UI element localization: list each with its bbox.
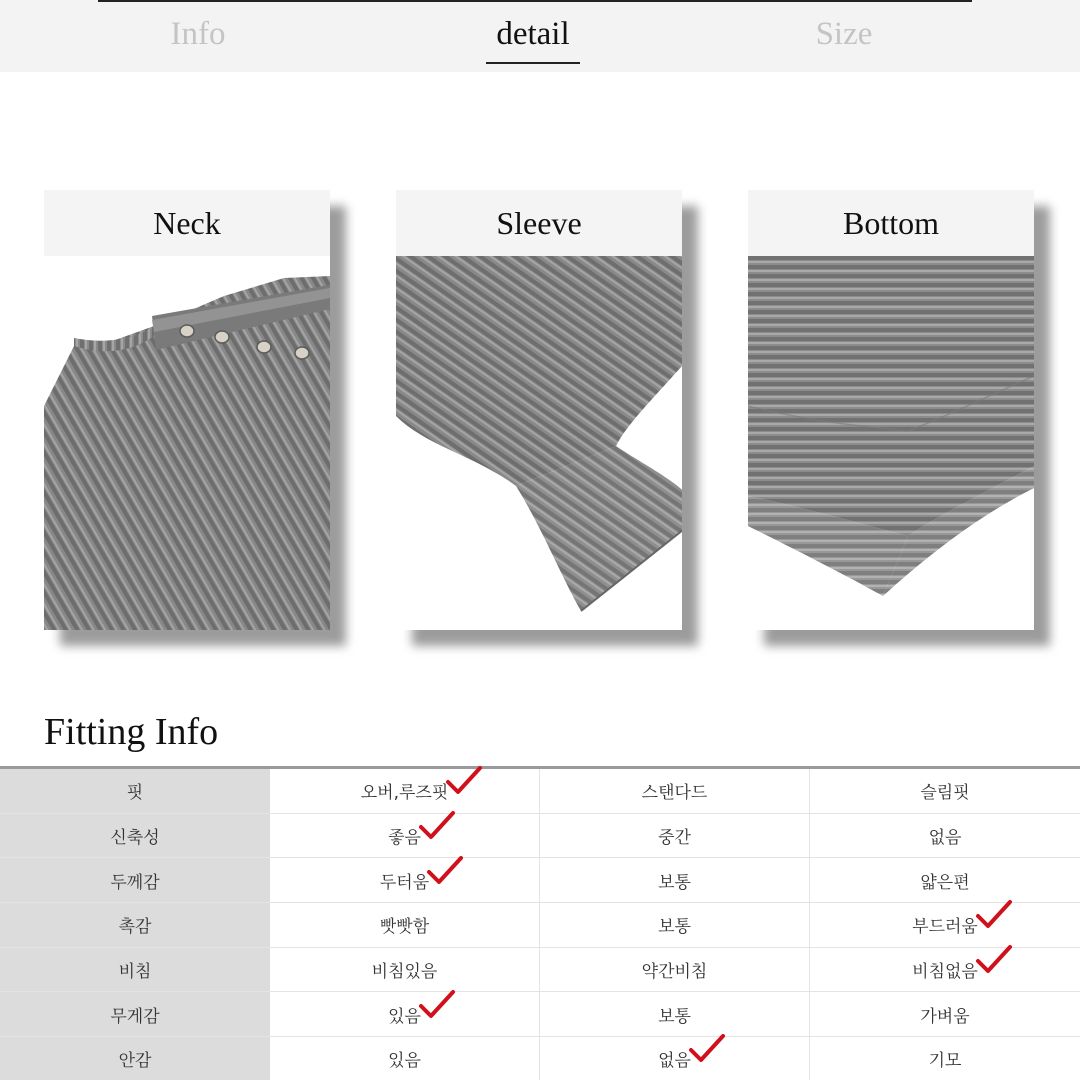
fitting-option-text <box>920 778 969 803</box>
fitting-option-label: 보통 <box>658 872 691 893</box>
fitting-option-label: 없음 <box>928 828 962 849</box>
check-icon <box>417 809 457 843</box>
fitting-info-table <box>0 766 1080 1080</box>
fitting-option <box>810 1037 1080 1080</box>
tab-detail[interactable]: detail <box>496 16 570 52</box>
fitting-option-label: 중간 <box>658 828 691 849</box>
detail-card-title: Bottom <box>748 190 1034 256</box>
sleeve-detail-photo <box>396 256 682 630</box>
fitting-option-text <box>372 957 438 982</box>
neck-detail-photo <box>44 256 330 630</box>
fitting-option-text <box>920 1002 969 1027</box>
fitting-option-text <box>642 778 708 803</box>
fitting-option <box>810 992 1080 1036</box>
fitting-row-label: 두께감 <box>0 858 270 902</box>
check-icon <box>444 764 484 798</box>
fitting-option-label: 좋음 <box>388 828 421 849</box>
fitting-option-text <box>912 912 978 937</box>
fitting-option-text <box>658 1046 691 1071</box>
fitting-option-label: 비침없음 <box>912 962 978 983</box>
fitting-option-label: 약간비침 <box>641 962 708 983</box>
check-icon <box>425 854 465 888</box>
fitting-option <box>540 948 810 992</box>
fitting-option-text <box>361 778 449 803</box>
fitting-option-label: 보통 <box>658 1006 691 1027</box>
fitting-option-text <box>912 957 978 982</box>
card-body <box>396 190 682 630</box>
card-body <box>748 190 1034 630</box>
fitting-option <box>270 814 540 858</box>
card-body <box>44 190 330 630</box>
fitting-option <box>270 903 540 947</box>
fitting-option <box>810 769 1080 813</box>
fitting-row <box>0 858 1080 903</box>
check-icon <box>974 898 1014 932</box>
fitting-row-label: 촉감 <box>0 903 270 947</box>
fitting-option <box>540 814 810 858</box>
fitting-option-text <box>388 823 421 848</box>
fitting-option <box>270 1037 540 1080</box>
fitting-option <box>540 858 810 902</box>
fitting-option-text <box>929 1046 962 1071</box>
fitting-option-label: 부드러움 <box>912 917 978 938</box>
fitting-option-text <box>920 868 969 893</box>
fitting-row-label: 핏 <box>0 769 270 813</box>
check-icon <box>974 943 1014 977</box>
fitting-row-label: 안감 <box>0 1037 270 1080</box>
fitting-option-label: 있음 <box>388 1006 421 1027</box>
fitting-option-text <box>388 1046 421 1071</box>
fitting-option <box>810 858 1080 902</box>
top-divider <box>98 0 972 2</box>
active-tab-indicator <box>486 62 580 64</box>
fitting-row-label: 신축성 <box>0 814 270 858</box>
detail-card-bottom <box>748 190 1034 630</box>
tab-bar <box>0 0 1080 72</box>
tab-info[interactable]: Info <box>170 16 226 52</box>
fitting-option-label: 얇은편 <box>920 872 970 893</box>
fitting-option-text <box>929 823 962 848</box>
detail-card-title: Neck <box>44 190 330 256</box>
fitting-row <box>0 769 1080 814</box>
fitting-option-label: 슬림핏 <box>920 783 970 804</box>
fitting-row <box>0 992 1080 1037</box>
fitting-option <box>270 858 540 902</box>
fitting-option-text <box>658 1002 691 1027</box>
fitting-option-text <box>380 912 429 937</box>
fitting-option-text <box>658 912 691 937</box>
fitting-option <box>810 903 1080 947</box>
fitting-option-label: 비침있음 <box>371 962 438 983</box>
bottom-detail-photo <box>748 256 1034 630</box>
fitting-option-label: 빳빳함 <box>379 917 430 938</box>
check-icon <box>687 1032 727 1066</box>
fitting-option-label: 기모 <box>928 1051 962 1072</box>
fitting-option-text <box>642 957 708 982</box>
fitting-option-text <box>388 1002 421 1027</box>
fitting-option <box>810 814 1080 858</box>
fitting-option-label: 없음 <box>658 1051 691 1072</box>
fitting-option <box>270 769 540 813</box>
fitting-option-label: 오버,루즈핏 <box>360 783 449 804</box>
fitting-row <box>0 903 1080 948</box>
fitting-option-text <box>380 868 429 893</box>
fitting-option <box>540 769 810 813</box>
fitting-option <box>270 992 540 1036</box>
fitting-info-title: Fitting Info <box>44 711 219 753</box>
fitting-option <box>810 948 1080 992</box>
tab-size[interactable]: Size <box>815 16 873 52</box>
fitting-option-text <box>658 823 691 848</box>
fitting-row-label: 무게감 <box>0 992 270 1036</box>
detail-card-neck <box>44 190 330 630</box>
fitting-option <box>540 1037 810 1080</box>
check-icon <box>417 988 457 1022</box>
fitting-row <box>0 948 1080 993</box>
detail-card-sleeve <box>396 190 682 630</box>
fitting-option-text <box>658 868 691 893</box>
fitting-option <box>540 903 810 947</box>
fitting-option-label: 보통 <box>658 917 691 938</box>
fitting-option <box>540 992 810 1036</box>
fitting-option-label: 스탠다드 <box>641 783 708 804</box>
fitting-option-label: 두터움 <box>379 872 430 893</box>
fitting-row <box>0 1037 1080 1080</box>
fitting-option-label: 있음 <box>388 1051 421 1072</box>
fitting-row <box>0 814 1080 859</box>
fitting-option <box>270 948 540 992</box>
fitting-option-label: 가벼움 <box>920 1006 970 1027</box>
detail-card-title: Sleeve <box>396 190 682 256</box>
fitting-row-label: 비침 <box>0 948 270 992</box>
